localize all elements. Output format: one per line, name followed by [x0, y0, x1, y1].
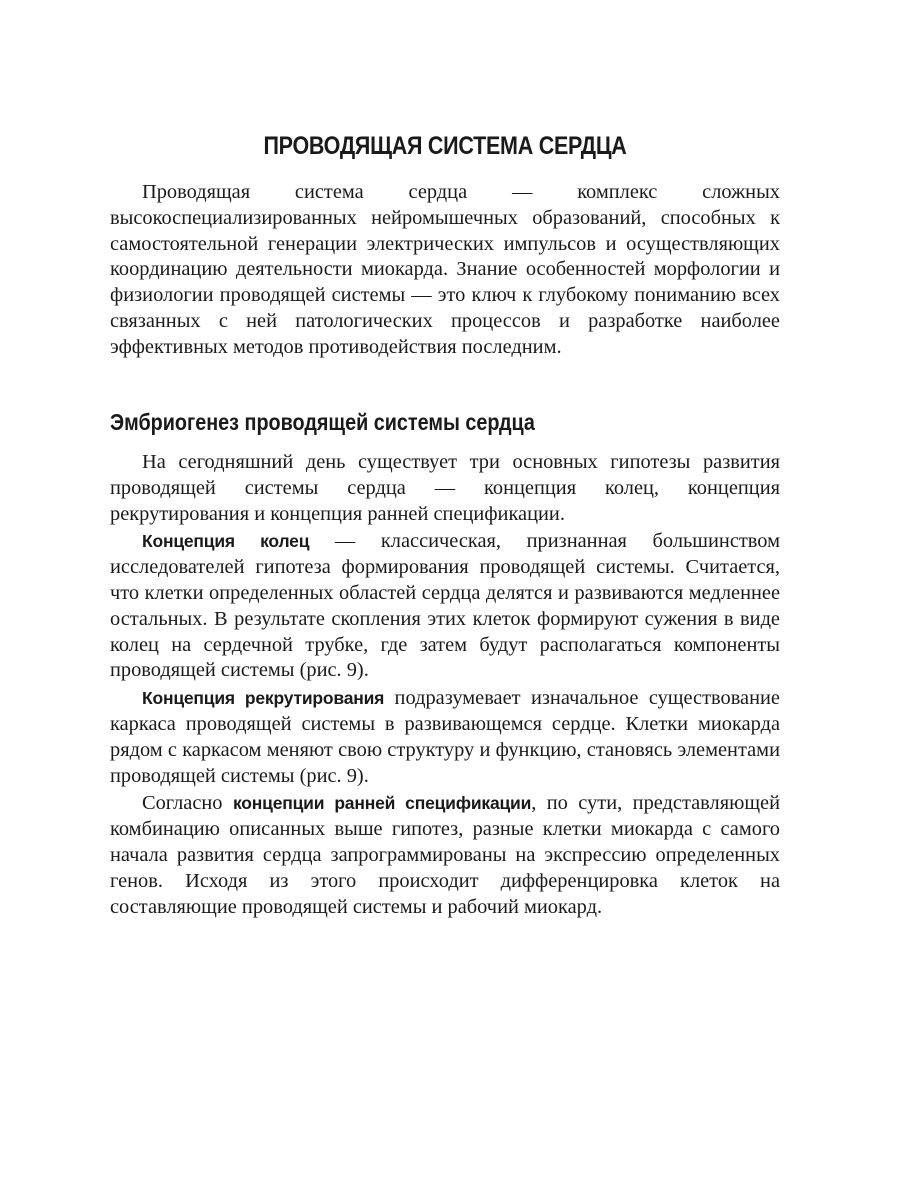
recruitment-paragraph [110, 686, 780, 789]
specification-text: , по сути, представляющей комбинацию описанных выше гипотез, разные клетки миокарда с самого начала развития сердца запрограммированы на экспрессию определенных генов. Исходя из этого происходит дифференцировка клеток на составляющие проводящей системы и рабочий миокард. [110, 792, 780, 918]
rings-term: Концепция колец [142, 531, 310, 552]
section-title: Эмбриогенез проводящей системы сердца [110, 409, 535, 435]
specification-term: концепции ранней спецификации [232, 793, 532, 814]
rings-text: — классическая, признанная большинством исследователей гипотеза формирования проводящей системы. Считается, что клетки определенных областей сердца делятся и развиваются медленнее остальных. В результате скопления этих клеток формируют сужения в виде колец на сердечной трубке, где затем будут располагаться компоненты проводящей системы (рис. 9). [110, 530, 780, 682]
specification-paragraph [110, 791, 780, 920]
recruitment-term: Концепция рекрутирования [142, 688, 385, 709]
intro-paragraph: Проводящая система сердца — комплекс сложных высокоспециализированных нейромышечных образований, способных к самостоятельной генерации электрических импульсов и осуществляющих координацию деятельности миокарда. Знание особенностей морфологии и физиологии проводящей системы — это ключ к глубокому пониманию всех связанных с ней патологических процессов и разработке наиболее эффективных методов противодействия последним. [110, 181, 780, 358]
intro-block [110, 180, 780, 361]
book-page [110, 0, 780, 1200]
section-body [110, 450, 780, 920]
section-intro-paragraph: На сегодняшний день существует три основных гипотезы развития проводящей системы сердца — концепция колец, концепция рекрутирования и концепция ранней спецификации. [110, 451, 780, 525]
chapter-title: ПРОВОДЯЩАЯ СИСТЕМА СЕРДЦА [263, 132, 627, 160]
specification-prefix: Согласно [142, 792, 233, 815]
rings-paragraph [110, 529, 780, 684]
recruitment-text: подразумевает изначальное существование каркаса проводящей системы в развивающемся сердце. Клетки миокарда рядом с каркасом меняют свою структуру и функцию, становясь элементами проводящей системы (рис. 9). [110, 687, 780, 787]
